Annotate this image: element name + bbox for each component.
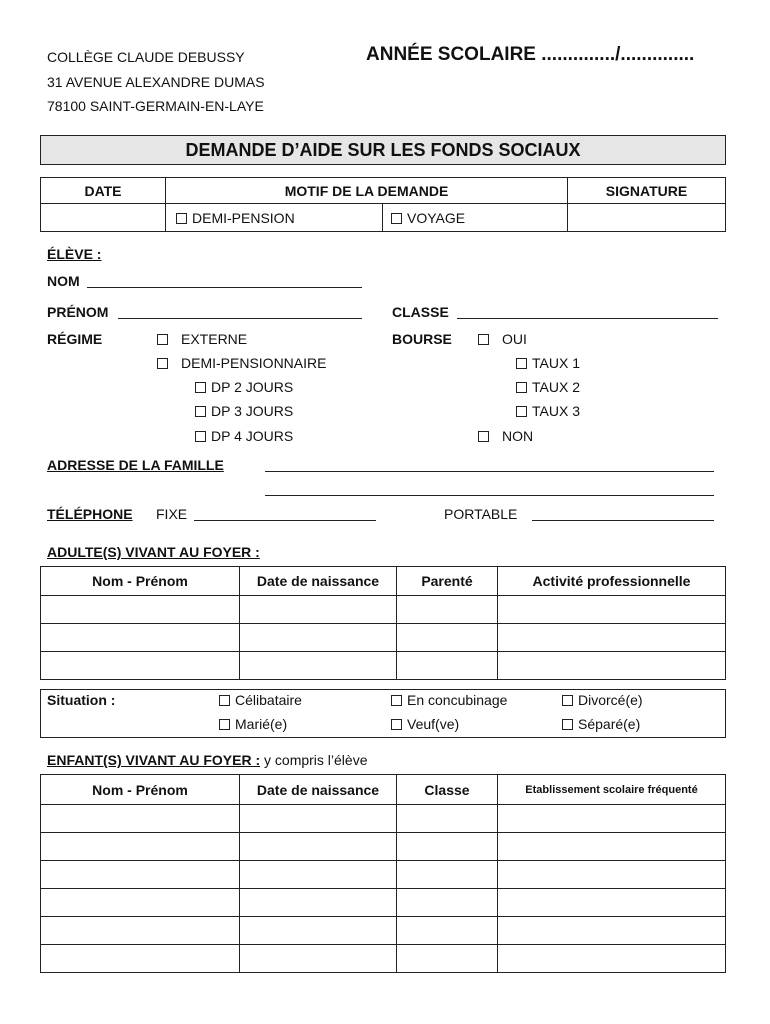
checkbox-icon[interactable] [157,358,168,369]
portable-label: PORTABLE [444,506,518,522]
table-row [41,805,726,833]
bourse-oui[interactable]: OUI [478,331,527,347]
checkbox-icon[interactable] [391,695,402,706]
portable-field[interactable] [532,520,714,521]
school-address-line1: 31 AVENUE ALEXANDRE DUMAS [47,74,265,90]
children-header-naissance: Date de naissance [240,775,397,805]
children-section-heading [47,752,368,768]
date-cell[interactable] [41,204,166,232]
checkbox-icon[interactable] [195,382,206,393]
checkbox-icon[interactable] [176,213,187,224]
adults-header-activite: Activité professionnelle [498,567,726,596]
adults-table [40,566,726,680]
checkbox-icon[interactable] [219,719,230,730]
adults-header-nom: Nom - Prénom [41,567,240,596]
checkbox-icon[interactable] [157,334,168,345]
children-section-note: y compris l’élève [264,752,368,768]
col-signature: SIGNATURE [568,178,726,204]
student-section-title: ÉLÈVE : [47,246,102,262]
checkbox-icon[interactable] [391,213,402,224]
children-header-classe: Classe [397,775,498,805]
classe-label: CLASSE [392,304,449,320]
children-table [40,774,726,973]
request-table [40,177,726,232]
bourse-taux1[interactable]: TAUX 1 [516,355,580,371]
situation-label: Situation : [47,692,116,708]
regime-demi-pensionnaire[interactable]: DEMI-PENSIONNAIRE [157,355,326,371]
classe-field[interactable] [457,318,718,319]
table-row [41,833,726,861]
checkbox-icon[interactable] [391,719,402,730]
situation-divorce[interactable]: Divorcé(e) [562,692,643,708]
table-row [41,861,726,889]
form-title: DEMANDE D’AIDE SUR LES FONDS SOCIAUX [40,135,726,165]
adults-header-parente: Parenté [397,567,498,596]
table-row [41,624,726,652]
fixe-field[interactable] [194,520,376,521]
prenom-label: PRÉNOM [47,304,109,320]
situation-separe[interactable]: Séparé(e) [562,716,640,732]
adresse-field-line1[interactable] [265,471,714,472]
adults-section-title: ADULTE(S) VIVANT AU FOYER : [47,544,260,560]
regime-dp2[interactable]: DP 2 JOURS [195,379,293,395]
nom-label: NOM [47,273,80,289]
adresse-field-line2[interactable] [265,495,714,496]
checkbox-icon[interactable] [516,406,527,417]
children-header-etablissement: Etablissement scolaire fréquenté [498,775,726,805]
regime-dp4[interactable]: DP 4 JOURS [195,428,293,444]
regime-label: RÉGIME [47,331,103,347]
checkbox-icon[interactable] [195,406,206,417]
checkbox-icon[interactable] [562,719,573,730]
situation-celibataire[interactable]: Célibataire [219,692,302,708]
checkbox-icon[interactable] [478,334,489,345]
table-row [41,596,726,624]
situation-veuf[interactable]: Veuf(ve) [391,716,459,732]
checkbox-icon[interactable] [195,431,206,442]
checkbox-icon[interactable] [516,382,527,393]
checkbox-icon[interactable] [562,695,573,706]
option-voyage[interactable]: VOYAGE [383,204,568,232]
adresse-label: ADRESSE DE LA FAMILLE [47,457,224,473]
children-section-title: ENFANT(S) VIVANT AU FOYER : [47,752,261,768]
prenom-field[interactable] [118,318,362,319]
checkbox-icon[interactable] [478,431,489,442]
regime-externe[interactable]: EXTERNE [157,331,247,347]
table-row [41,889,726,917]
col-motif: MOTIF DE LA DEMANDE [166,178,568,204]
signature-cell[interactable] [568,204,726,232]
col-date: DATE [41,178,166,204]
table-row [41,652,726,680]
school-name: COLLÈGE CLAUDE DEBUSSY [47,49,245,65]
situation-concubinage[interactable]: En concubinage [391,692,507,708]
fixe-label: FIXE [156,506,188,522]
bourse-taux3[interactable]: TAUX 3 [516,403,580,419]
bourse-taux2[interactable]: TAUX 2 [516,379,580,395]
bourse-non[interactable]: NON [478,428,533,444]
option-demi-pension[interactable]: DEMI-PENSION [166,204,383,232]
table-row [41,917,726,945]
regime-dp3[interactable]: DP 3 JOURS [195,403,293,419]
school-year: ANNÉE SCOLAIRE ............../.............. [366,44,695,65]
bourse-label: BOURSE [392,331,452,347]
school-address-line2: 78100 SAINT-GERMAIN-EN-LAYE [47,98,264,114]
situation-marie[interactable]: Marié(e) [219,716,287,732]
checkbox-icon[interactable] [516,358,527,369]
checkbox-icon[interactable] [219,695,230,706]
table-row [41,945,726,973]
telephone-label: TÉLÉPHONE [47,506,133,522]
nom-field[interactable] [87,287,362,288]
children-header-nom: Nom - Prénom [41,775,240,805]
adults-header-naissance: Date de naissance [240,567,397,596]
